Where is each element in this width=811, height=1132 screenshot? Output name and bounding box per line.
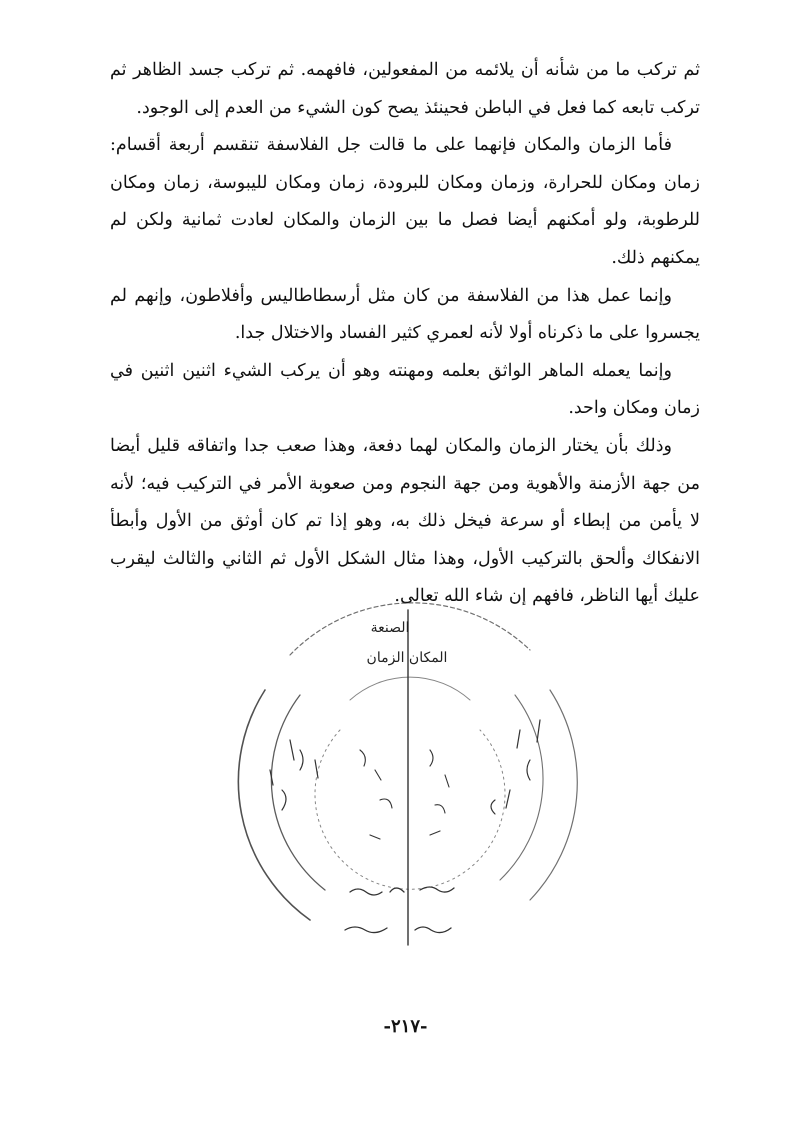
circle-diagram-svg <box>230 600 585 955</box>
outer-ring-right <box>530 690 577 900</box>
bottom-glyphs-2 <box>345 927 451 933</box>
paragraph-2: فأما الزمان والمكان فإنهما على ما قالت جل الفلاسفة تنقسم أربعة أقسام: زمان ومكان للحرارة، وزمان ومكان للبرودة، زمان ومكان لليبوسة، زمان ومكان للرطوبة، ولو أمكنهم أيضا فصل ما بين الزمان والمكان لعادت ثمانية ولكن لم يمكنهم ذلك. <box>110 135 700 268</box>
inner-ring <box>315 730 505 889</box>
body-text <box>110 52 700 616</box>
right-glyph-marks <box>491 720 540 814</box>
paragraph-5: وذلك بأن يختار الزمان والمكان لهما دفعة، وهذا صعب جدا واتفاقه قليل أيضا من جهة الأزمنة والأهوية ومن جهة النجوم ومن صعوبة الأمر في التركيب فيه؛ لأنه لا يأمن من إبطاء أو سرعة فيخل ذلك به، وهو إذا تم كان أوثق من الأول وأبطأ الانفكاك وألحق بالتركيب الأول، وهذا مثال الشكل الأول ثم الثاني والثالث ليقرب عليك أيها الناظر، فافهم إن شاء الله تعالى. <box>110 435 700 607</box>
figure-labels-row: المكان الزمان <box>366 650 448 666</box>
alchemical-circle-diagram <box>230 600 585 955</box>
center-glyph-marks <box>360 750 449 839</box>
page-number: -٢١٧- <box>383 1016 428 1037</box>
paragraph-1: ثم تركب ما من شأنه أن يلائمه من المفعولين، فافهمه. ثم تركب جسد الظاهر ثم تركب تابعه كما فعل في الباطن فحينئذ يصح كون الشيء من العدم إلى الوجود. <box>110 60 700 118</box>
left-glyph-marks <box>270 740 318 810</box>
paragraph-4: وإنما يعمله الماهر الواثق بعلمه ومهنته وهو أن يركب الشيء اثنين اثنين في زمان ومكان واحد. <box>110 360 700 419</box>
bottom-glyphs-1 <box>350 887 454 895</box>
middle-ring-left <box>271 695 325 890</box>
paragraph-3: وإنما عمل هذا من الفلاسفة من كان مثل أرسطاطاليس وأفلاطون، وإنهم لم يجسروا على ما ذكرناه أولا لأنه لعمري كثير الفساد والاختلال جدا. <box>110 285 700 344</box>
inner-ring-top <box>350 677 470 700</box>
outer-ring <box>290 603 530 655</box>
figure-top-label: الصنعة <box>370 620 410 636</box>
middle-ring-right <box>500 695 543 880</box>
